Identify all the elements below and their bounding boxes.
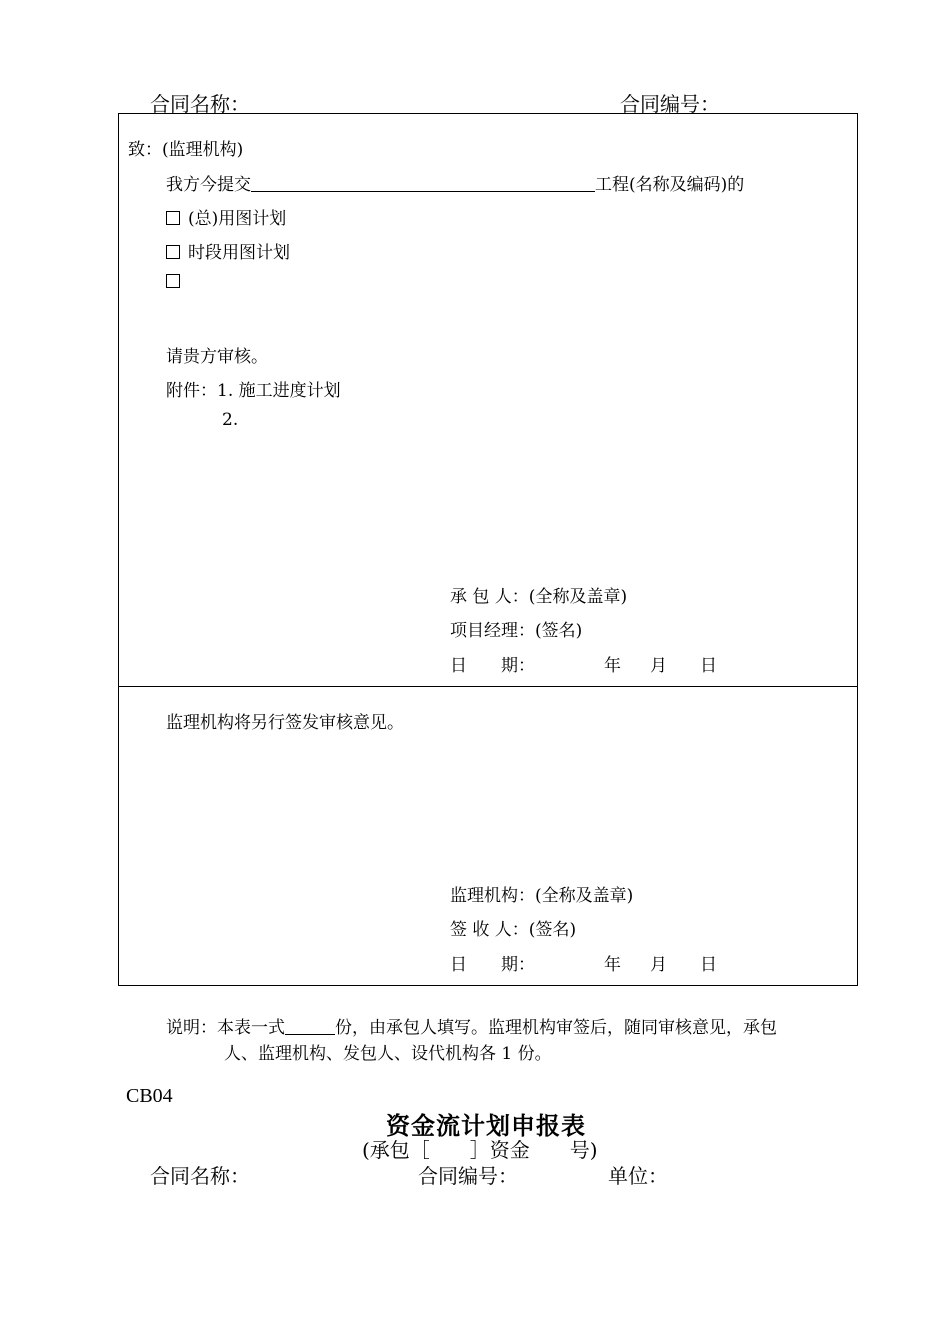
unit-label: 单位：: [608, 1164, 668, 1188]
day-label: 日: [700, 656, 717, 676]
option-label: 时段用图计划: [188, 243, 290, 263]
contract-name-label: 合同名称：: [150, 92, 250, 116]
attachments-line: [166, 376, 341, 401]
year-label: 年: [604, 955, 621, 975]
option-other: [166, 272, 188, 292]
contractor-label: 承 包 人：(全称及盖章): [450, 587, 628, 607]
option-label: (总)用图计划: [188, 209, 287, 229]
note-suffix: 份，由承包人填写。监理机构审签后，随同审核意见，承包: [335, 1018, 777, 1038]
date-label: 日 期：: [450, 955, 535, 975]
submit-prefix: 我方今提交: [166, 175, 251, 195]
note-prefix: 说明：本表一式: [166, 1018, 285, 1038]
option-total-plan: [166, 204, 286, 229]
option-period-plan: [166, 238, 290, 263]
day-label: 日: [700, 955, 717, 975]
checkbox[interactable]: [166, 211, 180, 225]
submit-suffix: 工程(名称及编码)的: [595, 175, 745, 195]
attachment-1: 1. 施工进度计划: [217, 381, 341, 401]
note-line-1: [166, 1013, 777, 1038]
checkbox[interactable]: [166, 245, 180, 259]
contract-name-label: 合同名称：: [150, 1164, 250, 1188]
copies-blank[interactable]: [285, 1019, 335, 1035]
contract-no-label: 合同编号：: [418, 1164, 518, 1188]
request-text: 请贵方审核。: [166, 347, 268, 367]
form-title: 资金流计划申报表: [386, 1111, 586, 1140]
attachments-label: 附件：: [166, 381, 217, 401]
year-label: 年: [604, 656, 621, 676]
month-label: 月: [650, 656, 667, 676]
form-code: CB04: [126, 1085, 173, 1107]
checkbox[interactable]: [166, 274, 180, 288]
project-name-blank[interactable]: [251, 176, 595, 192]
form-subtitle: (承包［ ］资金 号): [362, 1138, 598, 1162]
project-manager-label: 项目经理：(签名): [450, 621, 583, 641]
supervisor-label: 监理机构：(全称及盖章): [450, 886, 634, 906]
receiver-label: 签 收 人：(签名): [450, 920, 577, 940]
attachment-2: 2.: [222, 410, 239, 430]
submit-line: [166, 170, 744, 195]
date-label: 日 期：: [450, 656, 535, 676]
addressee-line: 致：(监理机构): [128, 140, 244, 160]
review-opinion-text: 监理机构将另行签发审核意见。: [166, 713, 404, 733]
contract-no-label: 合同编号：: [620, 92, 720, 116]
month-label: 月: [650, 955, 667, 975]
note-line-2: 人、监理机构、发包人、设代机构各 1 份。: [224, 1044, 552, 1064]
